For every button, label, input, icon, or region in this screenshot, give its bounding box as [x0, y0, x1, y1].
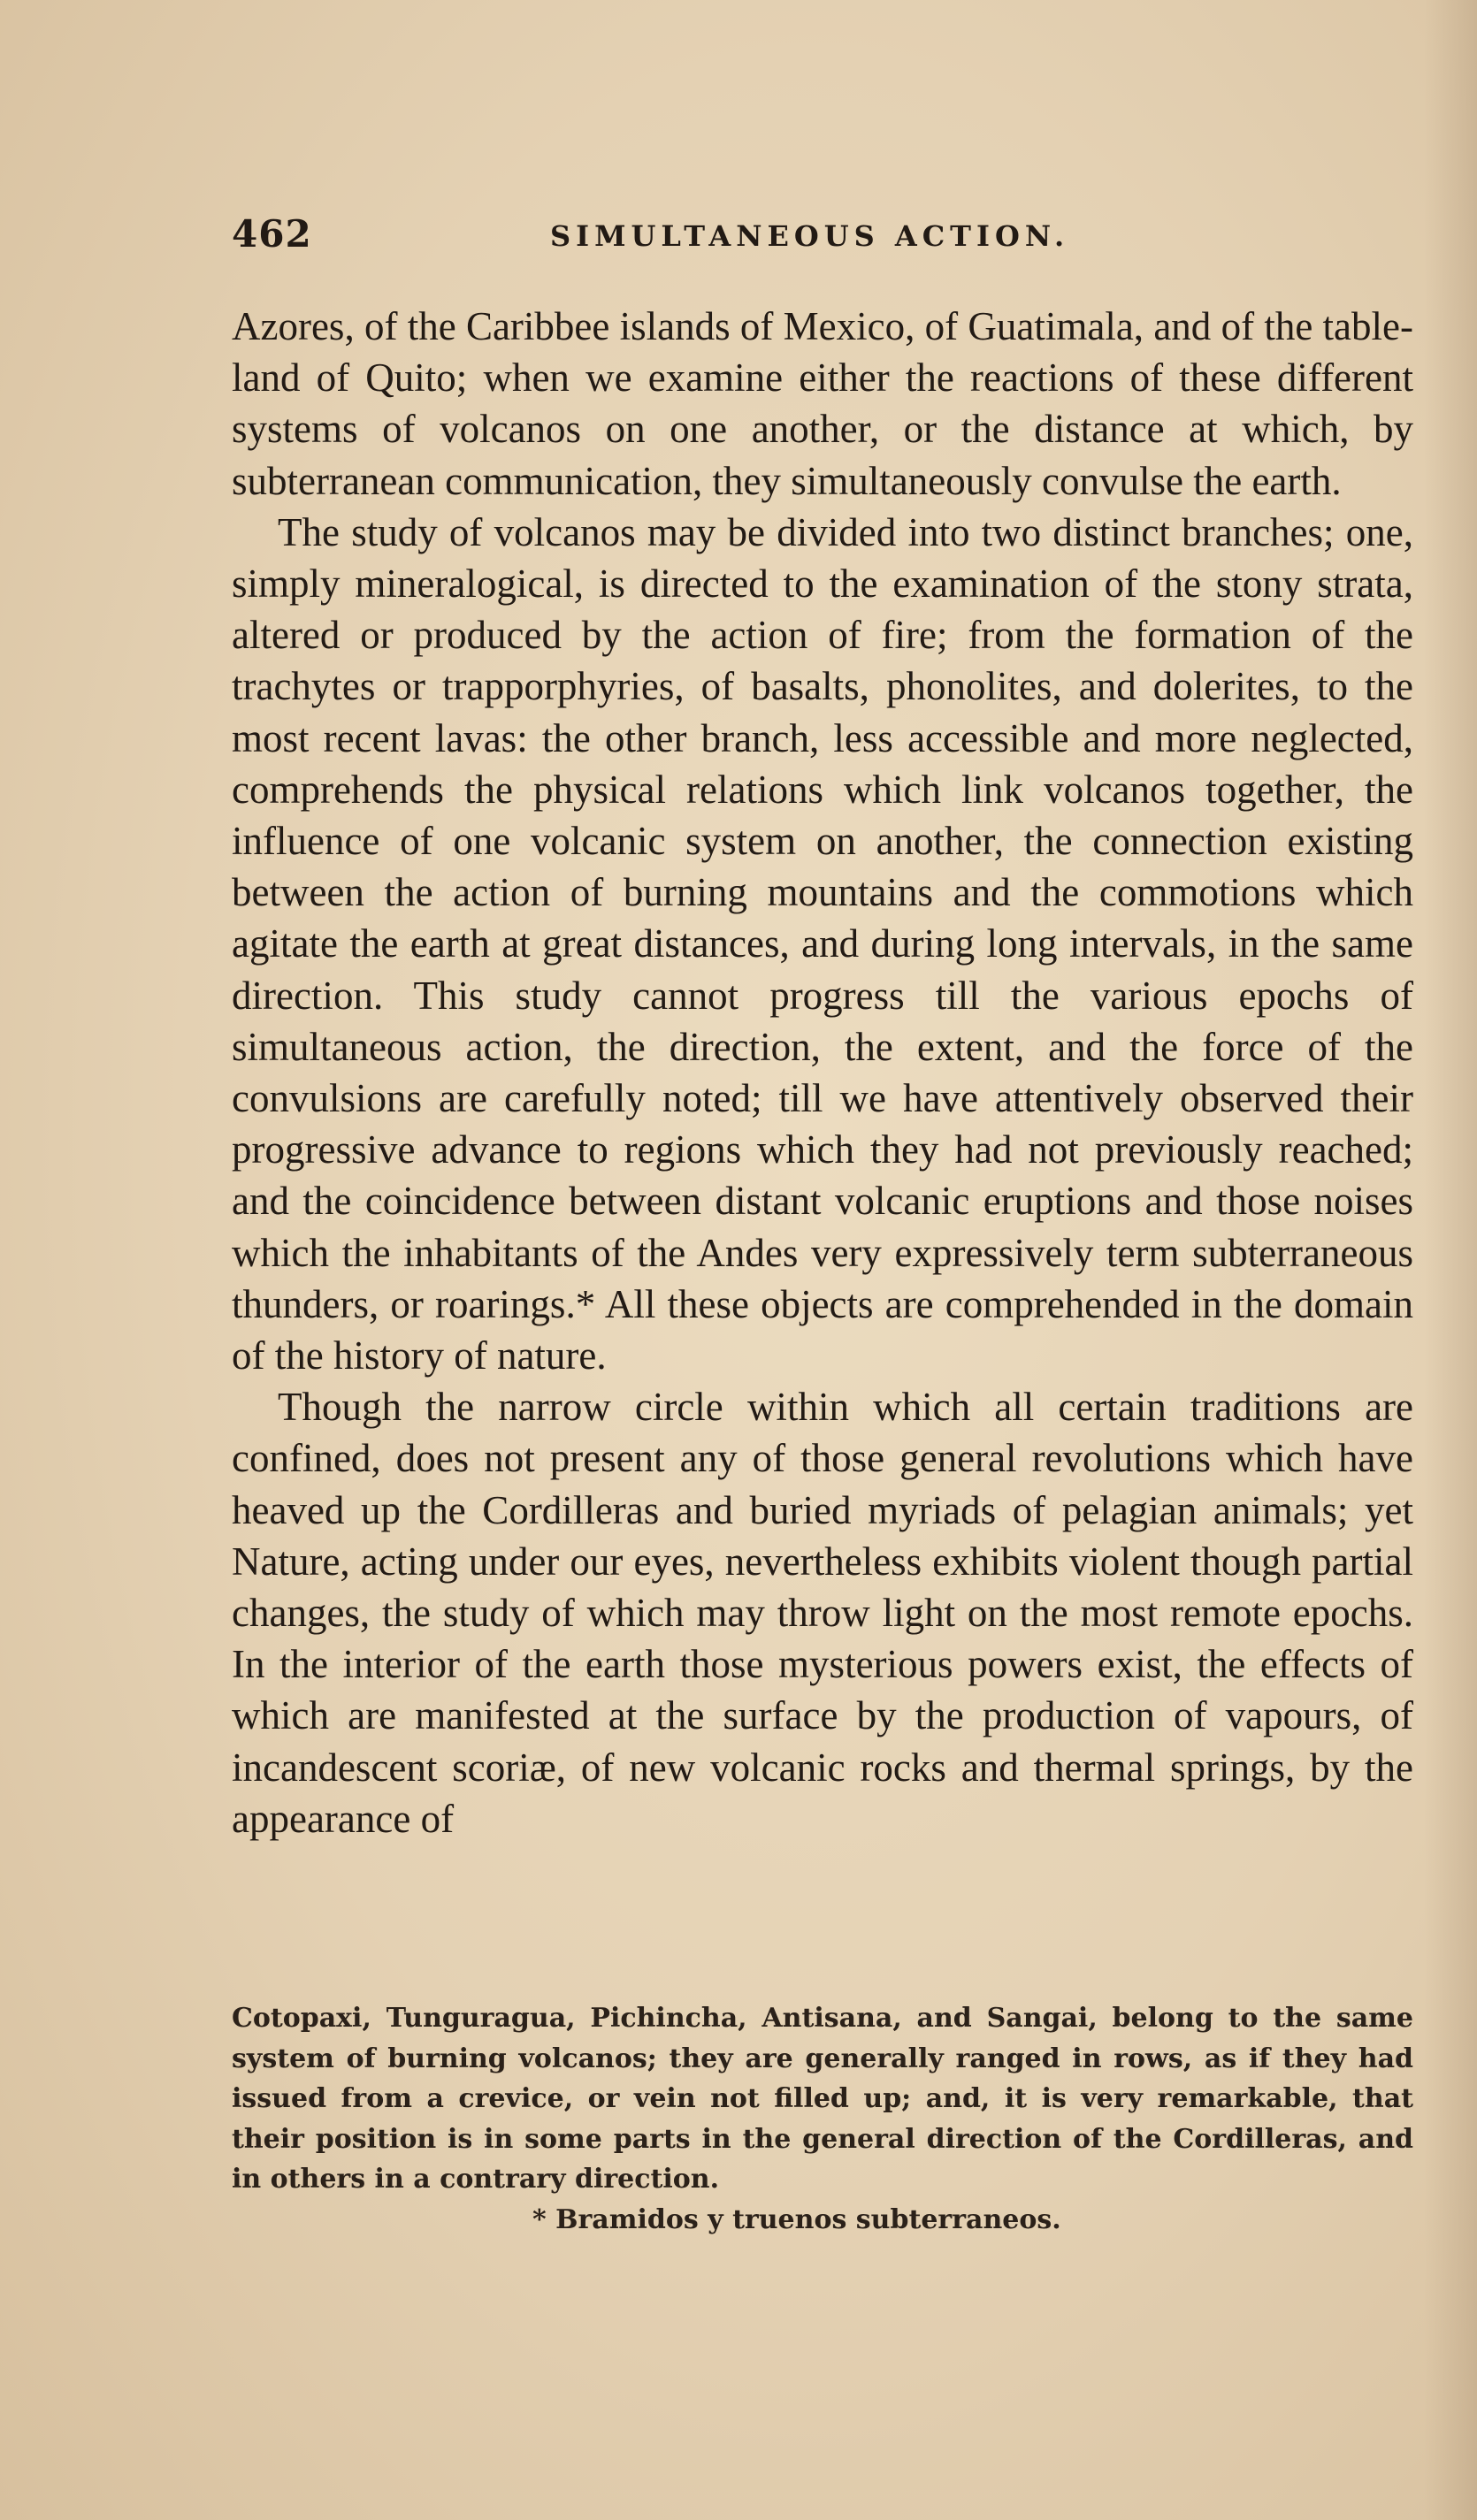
- paragraph-volcano-study: The study of volcanos may be divided into two distinct branches; one, simply mineralogical, is directed to the examination of the stony strata, altered or produced by the action of fire; from the formation of the trachytes or trapporphyries, of basalts, phonolites, and dolerites, to the most recent lavas: the other branch, less accessible and more neglected, comprehends the physical relations which link volcanos together, the influence of one volcanic system on another, the connection existing between the action of burning mountains and the commotions which agitate the earth at great distances, and during long intervals, in the same direction. This study cannot progress till the various epochs of simultaneous action, the direction, the extent, and the force of the convulsions are carefully noted; till we have attentively observed their progressive advance to regions which they had not previously reached; and the coincidence between distant volcanic eruptions and those noises which the inhabitants of the Andes very expressively term subterraneous thunders, or roarings.* All these objects are comprehended in the domain of the history of nature.: [232, 509, 1413, 1378]
- page-header: [232, 212, 1413, 265]
- paragraph-continued: Azores, of the Caribbee islands of Mexico, of Guatimala, and of the table-land of Quito; when we examine either the reactions of these different systems of volcanos on one another, or the distance at which, by subterranean communication, they simultaneously convulse the earth.: [232, 304, 1413, 503]
- footnotes: [232, 1998, 1413, 2240]
- paragraph-traditions: Though the narrow circle within which all certain traditions are confined, does not present any of those general revolutions which have heaved up the Cordilleras and buried myriads of pelagian animals; yet Nature, acting under our eyes, nevertheless exhibits violent though partial changes, the study of which may throw light on the most remote epochs. In the interior of the earth those mysterious powers exist, the effects of which are manifested at the surface by the production of vapours, of incandescent scoriæ, of new volcanic rocks and thermal springs, by the appearance of: [232, 1385, 1413, 1841]
- running-title: SIMULTANEOUS ACTION.: [550, 219, 1070, 253]
- main-text: [232, 301, 1413, 1844]
- page-number: 462: [232, 212, 312, 256]
- footnote-volcano-system: Cotopaxi, Tunguragua, Pichincha, Antisana, and Sangai, belong to the same system of burning volcanos; they are generally ranged in rows, as if they had issued from a crevice, or vein not filled up; and, it is very remarkable, that their position is in some parts in the general direction of the Cordilleras, and in others in a contrary direction.: [232, 2003, 1413, 2195]
- footnote-bramidos: * Bramidos y truenos subterraneos.: [532, 2203, 1061, 2235]
